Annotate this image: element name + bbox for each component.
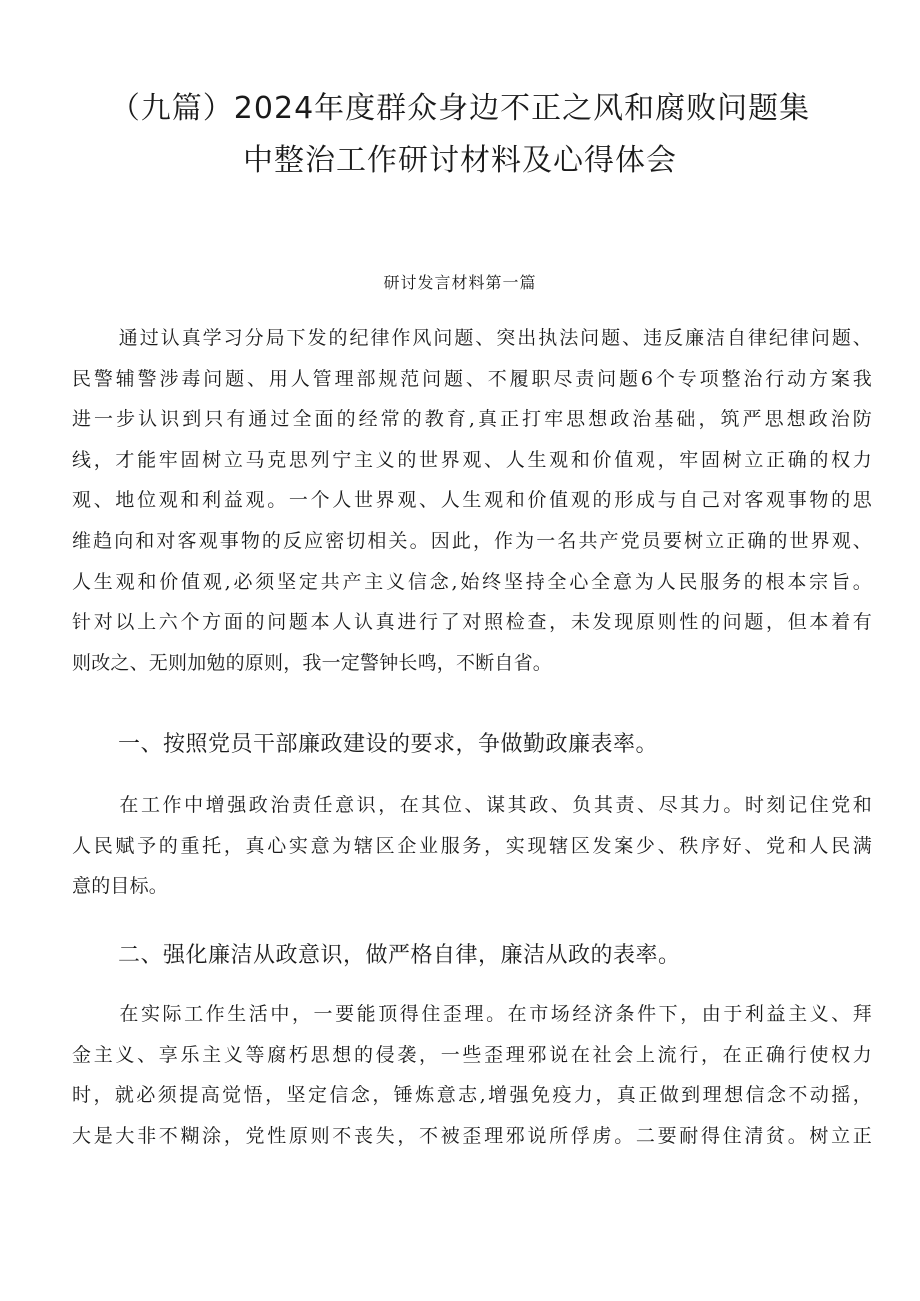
- paragraph-line: 大是大非不糊涂，党性原则不丧失，不被歪理邪说所俘虏。二要耐得住清贫。树立正: [72, 1124, 872, 1147]
- paragraph-line: 民警辅警涉毒问题、用人管理部规范问题、不履职尽责问题6个专项整治行动方案我: [72, 367, 872, 390]
- paragraph-line: 在实际工作生活中，一要能顶得住歪理。在市场经济条件下，由于利益主义、拜: [117, 1003, 872, 1025]
- paragraph-line: 意的目标。: [72, 875, 169, 898]
- paragraph-line: 线，才能牢固树立马克思列宁主义的世界观、人生观和价值观，牢固树立正确的权力: [72, 448, 872, 471]
- paragraph-line: 针对以上六个方面的问题本人认真进行了对照检查，未发现原则性的问题，但本着有: [72, 611, 872, 634]
- document-title-line-1: （九篇）2024年度群众身边不正之风和腐败问题集: [109, 91, 811, 126]
- paragraph-2: [72, 785, 872, 907]
- paragraph-3: [72, 994, 872, 1156]
- section-heading-1: 一、按照党员干部廉政建设的要求，争做勤政廉表率。: [118, 732, 659, 757]
- paragraph-line: 在工作中增强政治责任意识，在其位、谋其政、负其责、尽其力。时刻记住党和: [117, 794, 872, 816]
- paragraph-line: 进一步认识到只有通过全面的经常的教育,真正打牢思想政治基础，筑严思想政治防: [72, 408, 872, 431]
- paragraph-line: 金主义、享乐主义等腐朽思想的侵袭，一些歪理邪说在社会上流行，在正确行使权力: [72, 1043, 872, 1066]
- paragraph-line: 人生观和价值观,必须坚定共产主义信念,始终坚持全心全意为人民服务的根本宗旨。: [72, 570, 872, 593]
- paragraph-1: [72, 318, 872, 683]
- paragraph-line: 维趋向和对客观事物的反应密切相关。因此，作为一名共产党员要树立正确的世界观、: [72, 529, 872, 552]
- document-title-line-2: 中整治工作研讨材料及心得体会: [243, 143, 677, 178]
- paragraph-line: 通过认真学习分局下发的纪律作风问题、突出执法问题、违反廉洁自律纪律问题、: [117, 327, 872, 349]
- paragraph-line: 则改之、无则加勉的原则，我一定警钟长鸣，不断自省。: [72, 651, 553, 674]
- section-heading-2: 二、强化廉洁从政意识，做严格自律，廉洁从政的表率。: [118, 943, 681, 968]
- paragraph-line: 时，就必须提高觉悟，坚定信念，锤炼意志,增强免疫力，真正做到理想信念不动摇，: [72, 1084, 872, 1107]
- paragraph-line: 人民赋予的重托，真心实意为辖区企业服务，实现辖区发案少、秩序好、党和人民满: [72, 834, 872, 857]
- paragraph-line: 观、地位观和利益观。一个人世界观、人生观和价值观的形成与自己对客观事物的思: [72, 489, 872, 512]
- section-subtitle: 研讨发言材料第一篇: [383, 273, 537, 292]
